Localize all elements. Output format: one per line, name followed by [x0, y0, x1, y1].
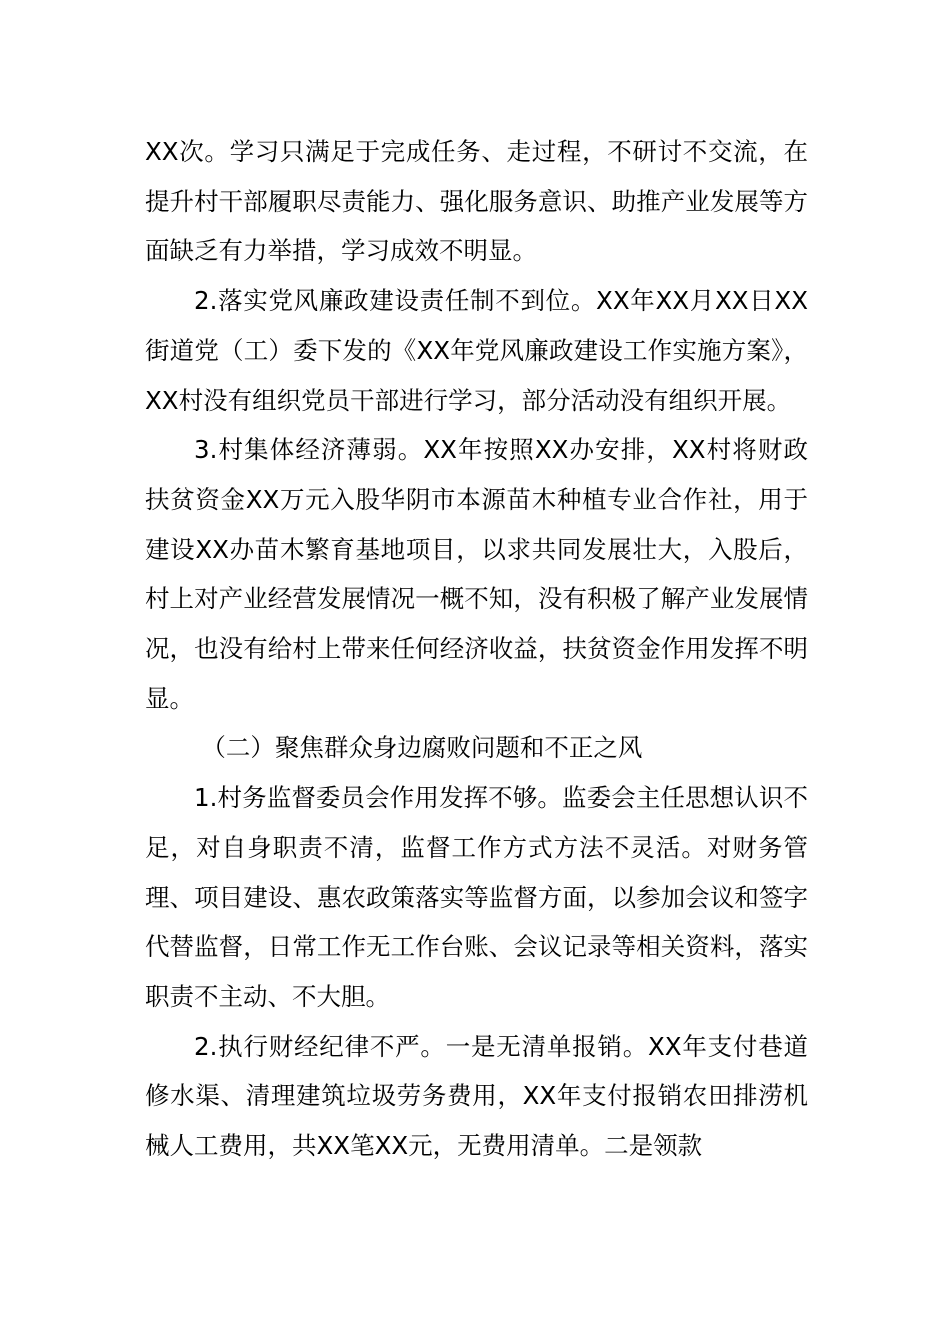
section-heading-2: （二）聚焦群众身边腐败问题和不正之风 — [201, 733, 643, 763]
paragraph-item-3-collective-economy: 3.村集体经济薄弱。XX年按照XX办安排，XX村将财政扶贫资金XX万元入股华阴市本源苗木种植专业合作社，用于建设XX办苗木繁育基地项目，以求共同发展壮大，入股后，村上对产业经营发展情况一概不知，没有积极了解产业发展情况，也没有给村上带来任何经济收益，扶贫资金作用发挥不明显。 — [145, 435, 808, 713]
paragraph-item-1-supervision: 1.村务监督委员会作用发挥不够。监委会主任思想认识不足，对自身职责不清，监督工作方式方法不灵活。对财务管理、项目建设、惠农政策落实等监督方面，以参加会议和签字代替监督，日常工作无工作台账、会议记录等相关资料，落实职责不主动、不大胆。 — [145, 783, 808, 1011]
paragraph-study-continuation: XX次。学习只满足于完成任务、走过程，不研讨不交流，在提升村干部履职尽责能力、强化服务意识、助推产业发展等方面缺乏有力举措，学习成效不明显。 — [145, 137, 808, 266]
paragraph-item-2-financial-discipline: 2.执行财经纪律不严。一是无清单报销。XX年支付巷道修水渠、清理建筑垃圾劳务费用，XX年支付报销农田排涝机械人工费用，共XX笔XX元，无费用清单。二是领款 — [145, 1031, 808, 1161]
document-body — [145, 127, 808, 1171]
paragraph-item-2-responsibility: 2.落实党风廉政建设责任制不到位。XX年XX月XX日XX街道党（工）委下发的《XX年党风廉政建设工作实施方案》，XX村没有组织党员干部进行学习，部分活动没有组织开展。 — [145, 286, 808, 415]
